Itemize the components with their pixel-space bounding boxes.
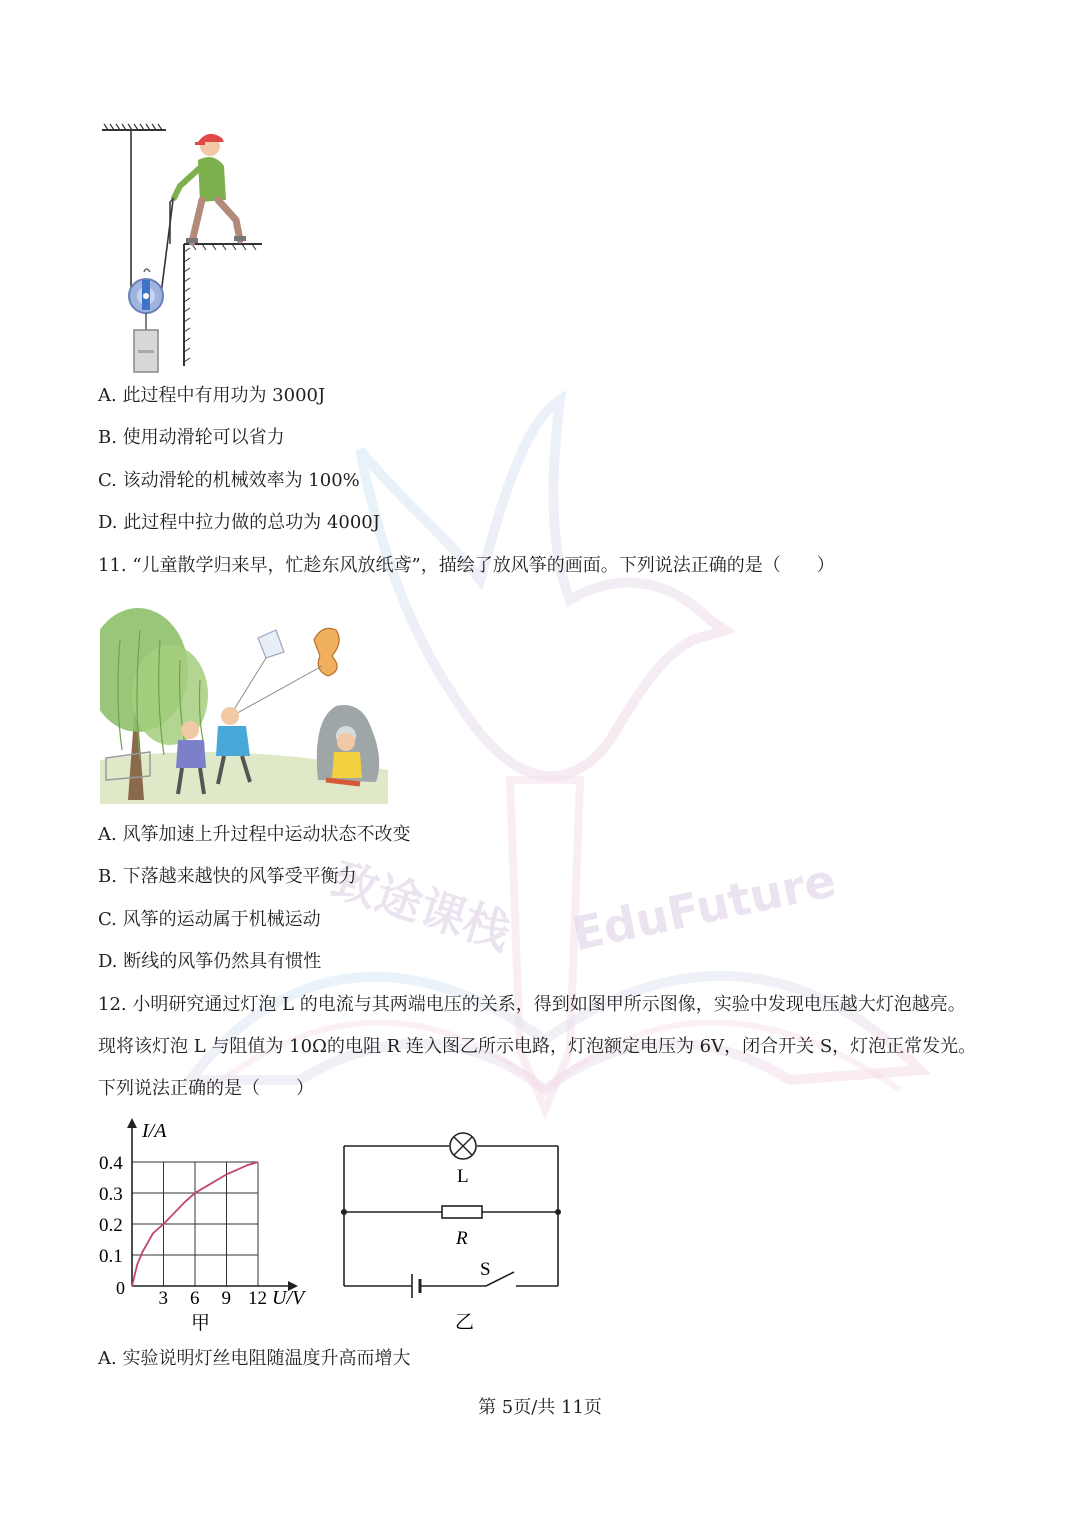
q11-option-a: A. 风筝加速上升过程中运动状态不改变 bbox=[98, 824, 411, 845]
origin-label: 0 bbox=[116, 1278, 125, 1298]
q12-stem-line-3: 下列说法正确的是（ ） bbox=[98, 1078, 314, 1099]
chart-axes bbox=[127, 1118, 298, 1291]
y-tick-label: 0.3 bbox=[99, 1184, 123, 1205]
q12-stem-line-1: 12. 小明研究通过灯泡 L 的电流与其两端电压的关系，得到如图甲所示图像，实验中发现电压越大灯泡越亮。 bbox=[98, 994, 966, 1015]
chart-grid bbox=[132, 1162, 258, 1286]
q10-option-d: D. 此过程中拉力做的总功为 4000J bbox=[98, 512, 380, 533]
q11-option-c: C. 风筝的运动属于机械运动 bbox=[98, 909, 321, 930]
switch-label: S bbox=[480, 1259, 491, 1280]
q10-option-c: C. 该动滑轮的机械效率为 100% bbox=[98, 470, 360, 491]
pulley-figure bbox=[98, 122, 268, 374]
x-tick-label: 3 bbox=[158, 1288, 168, 1309]
y-tick-label: 0.4 bbox=[99, 1153, 123, 1174]
watermark-en-text: EduFuture bbox=[567, 852, 841, 962]
q11-stem: 11. “儿童散学归来早，忙趁东风放纸鸢”，描绘了放风筝的画面。下列说法正确的是（ ） bbox=[98, 555, 835, 576]
chart-caption: 甲 bbox=[191, 1313, 211, 1334]
junction-left bbox=[341, 1209, 347, 1215]
x-tick-label: 12 bbox=[248, 1288, 267, 1309]
resistor-icon bbox=[442, 1206, 482, 1218]
x-axis-label: U/V bbox=[272, 1287, 305, 1309]
y-axis-label: I/A bbox=[142, 1120, 167, 1142]
circuit-caption: 乙 bbox=[455, 1312, 475, 1333]
y-tick-label: 0.2 bbox=[99, 1215, 123, 1236]
y-axis-arrow-icon bbox=[127, 1118, 137, 1128]
watermark-cn-text: 致途课栈 bbox=[325, 851, 517, 960]
resistor-label: R bbox=[456, 1228, 468, 1249]
q10-option-a: A. 此过程中有用功为 3000J bbox=[98, 385, 326, 406]
q12-stem-line-2: 现将该灯泡 L 与阻值为 10Ω的电阻 R 连入图乙所示电路，灯泡额定电压为 6V，闭合开关 S，灯泡正常发光。 bbox=[98, 1036, 977, 1057]
x-tick-label: 9 bbox=[221, 1288, 231, 1309]
junction-right bbox=[555, 1209, 561, 1215]
q12-option-a: A. 实验说明灯丝电阻随温度升高而增大 bbox=[98, 1348, 411, 1369]
q11-option-b: B. 下落越来越快的风筝受平衡力 bbox=[98, 866, 357, 887]
kite-illustration bbox=[100, 600, 388, 804]
q10-option-b: B. 使用动滑轮可以省力 bbox=[98, 427, 285, 448]
page-footer: 第 5页/共 11页 bbox=[478, 1397, 602, 1418]
x-tick-label: 6 bbox=[190, 1288, 200, 1309]
lamp-label: L bbox=[457, 1166, 469, 1187]
circuit-diagram bbox=[336, 1128, 570, 1336]
q11-option-d: D. 断线的风筝仍然具有惯性 bbox=[98, 951, 322, 972]
y-tick-label: 0.1 bbox=[99, 1246, 123, 1267]
iv-graph bbox=[96, 1116, 326, 1336]
